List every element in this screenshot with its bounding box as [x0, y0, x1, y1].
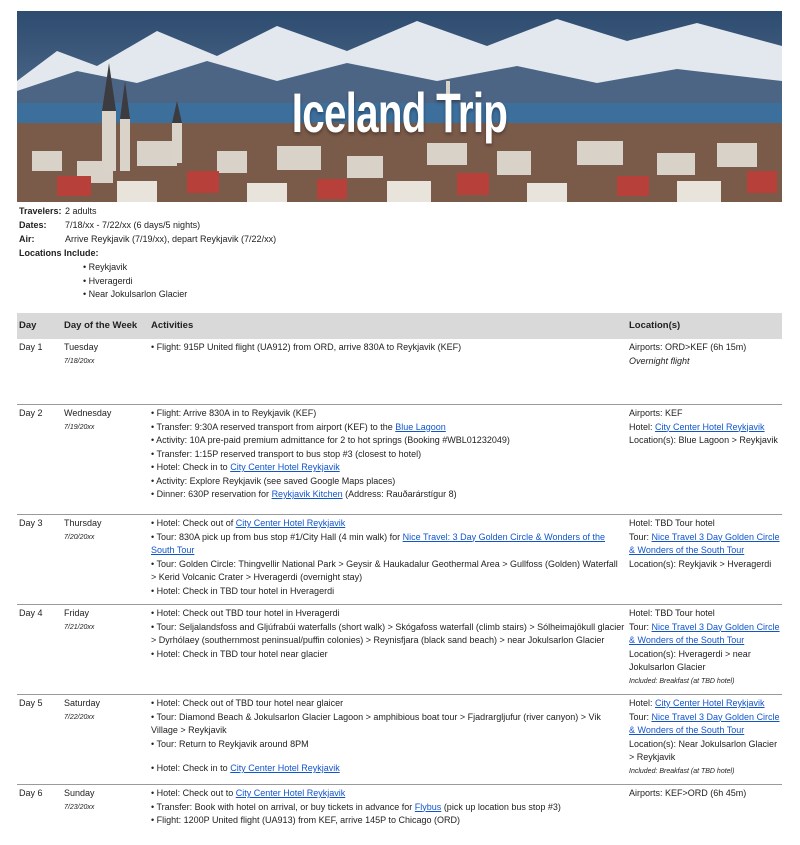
- header-activities: Activities: [151, 319, 194, 331]
- itinerary-table: [17, 313, 782, 845]
- activity-item: • Hotel: Check in TBD tour hotel in Hveragerdi: [151, 585, 625, 599]
- activity-text: (pick up location bus stop #3): [441, 801, 561, 812]
- activity-text: Hotel: Check in to: [156, 462, 231, 472]
- hotel-link[interactable]: City Center Hotel Reykjavik: [655, 421, 765, 432]
- activity-item: • Flight: 1200P United flight (UA913) from KEF, arrive 145P to Chicago (ORD): [151, 814, 625, 828]
- location-text: Tour:: [629, 621, 652, 632]
- location-text: Tour:: [629, 531, 652, 542]
- tour-link[interactable]: Nice Travel 3 Day Golden Circle & Wonders of the South Tour: [629, 531, 780, 555]
- day-date: 7/21/20xx: [64, 623, 95, 631]
- location-item: Hotel: TBD Tour hotel: [629, 518, 715, 528]
- day-of-week: Sunday: [64, 788, 95, 798]
- location-item: Location(s): Near Jokulsarlon Glacier > Reykjavik: [629, 738, 778, 762]
- restaurant-link[interactable]: Reykjavik Kitchen: [271, 489, 343, 499]
- header-day: Day: [19, 319, 37, 331]
- day-number: Day 3: [19, 518, 43, 528]
- activity-text: Dinner: 630P reservation for: [156, 489, 272, 499]
- flybus-link[interactable]: Flybus: [414, 801, 442, 812]
- location-item: [629, 531, 782, 558]
- location-item: Airports: KEF: [629, 408, 683, 418]
- activity-item: [151, 421, 625, 435]
- activity-item: • Hotel: Check out of TBD tour hotel near glaicer: [151, 697, 625, 711]
- page-title: Iceland Trip: [291, 81, 508, 144]
- activity-item: [151, 531, 625, 558]
- table-row: [17, 605, 782, 695]
- activity-item: • Hotel: Check out TBD tour hotel in Hveragerdi: [151, 607, 625, 621]
- location-item: [629, 697, 782, 711]
- activity-item: • Activity: Explore Reykjavik (see saved Google Maps places): [151, 475, 625, 489]
- day-number: Day 6: [19, 788, 43, 798]
- day-number: Day 2: [19, 408, 43, 418]
- tour-link[interactable]: Nice Travel: 3 Day Golden Circle & Wonders of the South Tour: [151, 531, 606, 555]
- hotel-link[interactable]: City Center Hotel Reykjavik: [235, 518, 346, 528]
- activity-item: • Transfer: 1:15P reserved transport to bus stop #3 (closest to hotel): [151, 448, 625, 462]
- air-label: Air:: [19, 234, 35, 244]
- table-row: [17, 785, 782, 845]
- day-date: 7/20/20xx: [64, 533, 95, 541]
- location-item: Location(s): Blue Lagoon > Reykjavik: [629, 435, 778, 445]
- header-location: Location(s): [629, 319, 681, 331]
- activity-text: Hotel: Check in to: [156, 763, 231, 773]
- dates-label: Dates:: [19, 220, 47, 230]
- included-note: Included: Breakfast (at TBD hotel): [629, 767, 735, 775]
- table-row: [17, 405, 782, 515]
- tour-link[interactable]: Nice Travel 3 Day Golden Circle & Wonders of the South Tour: [629, 621, 780, 645]
- activity-item: • Activity: 10A pre-paid premium admittance for 2 to hot springs (Booking #WBL01232049): [151, 434, 625, 448]
- locations-list: [83, 261, 519, 302]
- location-item: Overnight flight: [629, 355, 690, 366]
- day-date: 7/18/20xx: [64, 357, 95, 365]
- day-of-week: Wednesday: [64, 408, 112, 418]
- activity-item: • Hotel: Check in TBD tour hotel near glacier: [151, 648, 625, 662]
- list-item: • Near Jokulsarlon Glacier: [83, 288, 519, 302]
- included-note: Included: Breakfast (at TBD hotel): [629, 677, 735, 685]
- activity-item: [151, 461, 625, 475]
- activity-item: • Tour: Golden Circle: Thingvellir National Park > Geysir & Haukadalur Geothermal Area > Gullfoss (Golden) Waterfall > Kerid Volcanic Crater > Hveragerdi (overnight stay): [151, 558, 625, 585]
- header-day-of-week: Day of the Week: [64, 319, 138, 331]
- day-of-week: Friday: [64, 608, 90, 618]
- location-text: Tour:: [629, 711, 652, 722]
- location-text: Hotel:: [629, 698, 656, 708]
- day-of-week: Tuesday: [64, 342, 99, 352]
- activity-item: [151, 517, 625, 531]
- activity-text: Tour: 830A pick up from bus stop #1/City Hall (4 min walk) for: [156, 531, 403, 542]
- activity-item: • Tour: Diamond Beach & Jokulsarlon Glacier Lagoon > amphibious boat tour > Fjadrargljufur (river canyon) > Vik Village > Reykjavik: [151, 711, 625, 738]
- day-of-week: Saturday: [64, 698, 101, 708]
- activity-item: • Flight: Arrive 830A in to Reykjavik (KEF): [151, 407, 625, 421]
- hero-banner: [17, 11, 782, 202]
- day-of-week: Thursday: [64, 518, 102, 528]
- table-row: [17, 695, 782, 785]
- location-item: [629, 621, 782, 648]
- activity-item: [151, 762, 625, 776]
- travelers-label: Travelers:: [19, 206, 62, 216]
- trip-info: [19, 205, 519, 302]
- table-row: [17, 515, 782, 605]
- air-value: Arrive Reykjavik (7/19/xx), depart Reykjavik (7/22/xx): [65, 234, 277, 244]
- day-number: Day 5: [19, 698, 43, 708]
- location-item: Hotel: TBD Tour hotel: [629, 608, 715, 618]
- day-date: 7/22/20xx: [64, 713, 95, 721]
- hotel-link[interactable]: City Center Hotel Reykjavik: [235, 788, 346, 798]
- location-item: Airports: KEF>ORD (6h 45m): [629, 788, 747, 798]
- hotel-link[interactable]: City Center Hotel Reykjavik: [230, 462, 340, 472]
- list-item: • Hveragerdi: [83, 275, 519, 289]
- location-item: [629, 421, 782, 435]
- day-date: 7/19/20xx: [64, 423, 95, 431]
- location-item: Airports: ORD>KEF (6h 15m): [629, 342, 747, 352]
- list-item: • Reykjavik: [83, 261, 519, 275]
- activity-text: (Address: Rauðarárstígur 8): [342, 489, 457, 499]
- location-text: Hotel:: [629, 421, 656, 432]
- locations-label: Locations Include:: [19, 248, 99, 258]
- activity-text: Transfer: 9:30A reserved transport from airport (KEF) to the: [156, 421, 396, 432]
- day-date: 7/23/20xx: [64, 803, 95, 811]
- activity-item: [151, 801, 625, 815]
- activity-text: Hotel: Check out to: [156, 788, 236, 798]
- day-number: Day 1: [19, 342, 43, 352]
- table-row: [17, 339, 782, 405]
- location-item: Location(s): Hveragerdi > near Jokulsarlon Glacier: [629, 648, 751, 672]
- activity-item: • Tour: Seljalandsfoss and Gljúfrabúi waterfalls (short walk) > Skógafoss waterfall (climb stairs) > Sólheimajökull glacier > Dyrhólaey (southernmost peninsual/puffin colonies) > Reynisfjara (black sand beach) > near Jokulsarlon Glacier: [151, 621, 625, 648]
- blue-lagoon-link[interactable]: Blue Lagoon: [395, 421, 446, 432]
- activity-item: [151, 488, 625, 502]
- travelers-value: 2 adults: [65, 206, 97, 216]
- activity-item: • Tour: Return to Reykjavik around 8PM: [151, 738, 625, 752]
- dates-value: 7/18/xx - 7/22/xx (6 days/5 nights): [65, 220, 201, 230]
- location-item: Location(s): Reykjavik > Hveragerdi: [629, 558, 772, 569]
- activity-item: [151, 787, 625, 801]
- location-item: [629, 711, 782, 738]
- tour-link[interactable]: Nice Travel 3 Day Golden Circle & Wonders of the South Tour: [629, 711, 780, 735]
- activity-text: Transfer: Book with hotel on arrival, or buy tickets in advance for: [156, 801, 415, 812]
- activity-item: • Flight: 915P United flight (UA912) from ORD, arrive 830A to Reykjavik (KEF): [151, 341, 625, 355]
- table-header: [17, 313, 782, 339]
- hotel-link[interactable]: City Center Hotel Reykjavik: [655, 698, 765, 708]
- hotel-link[interactable]: City Center Hotel Reykjavik: [230, 763, 340, 773]
- day-number: Day 4: [19, 608, 43, 618]
- activity-text: Hotel: Check out of: [156, 518, 236, 528]
